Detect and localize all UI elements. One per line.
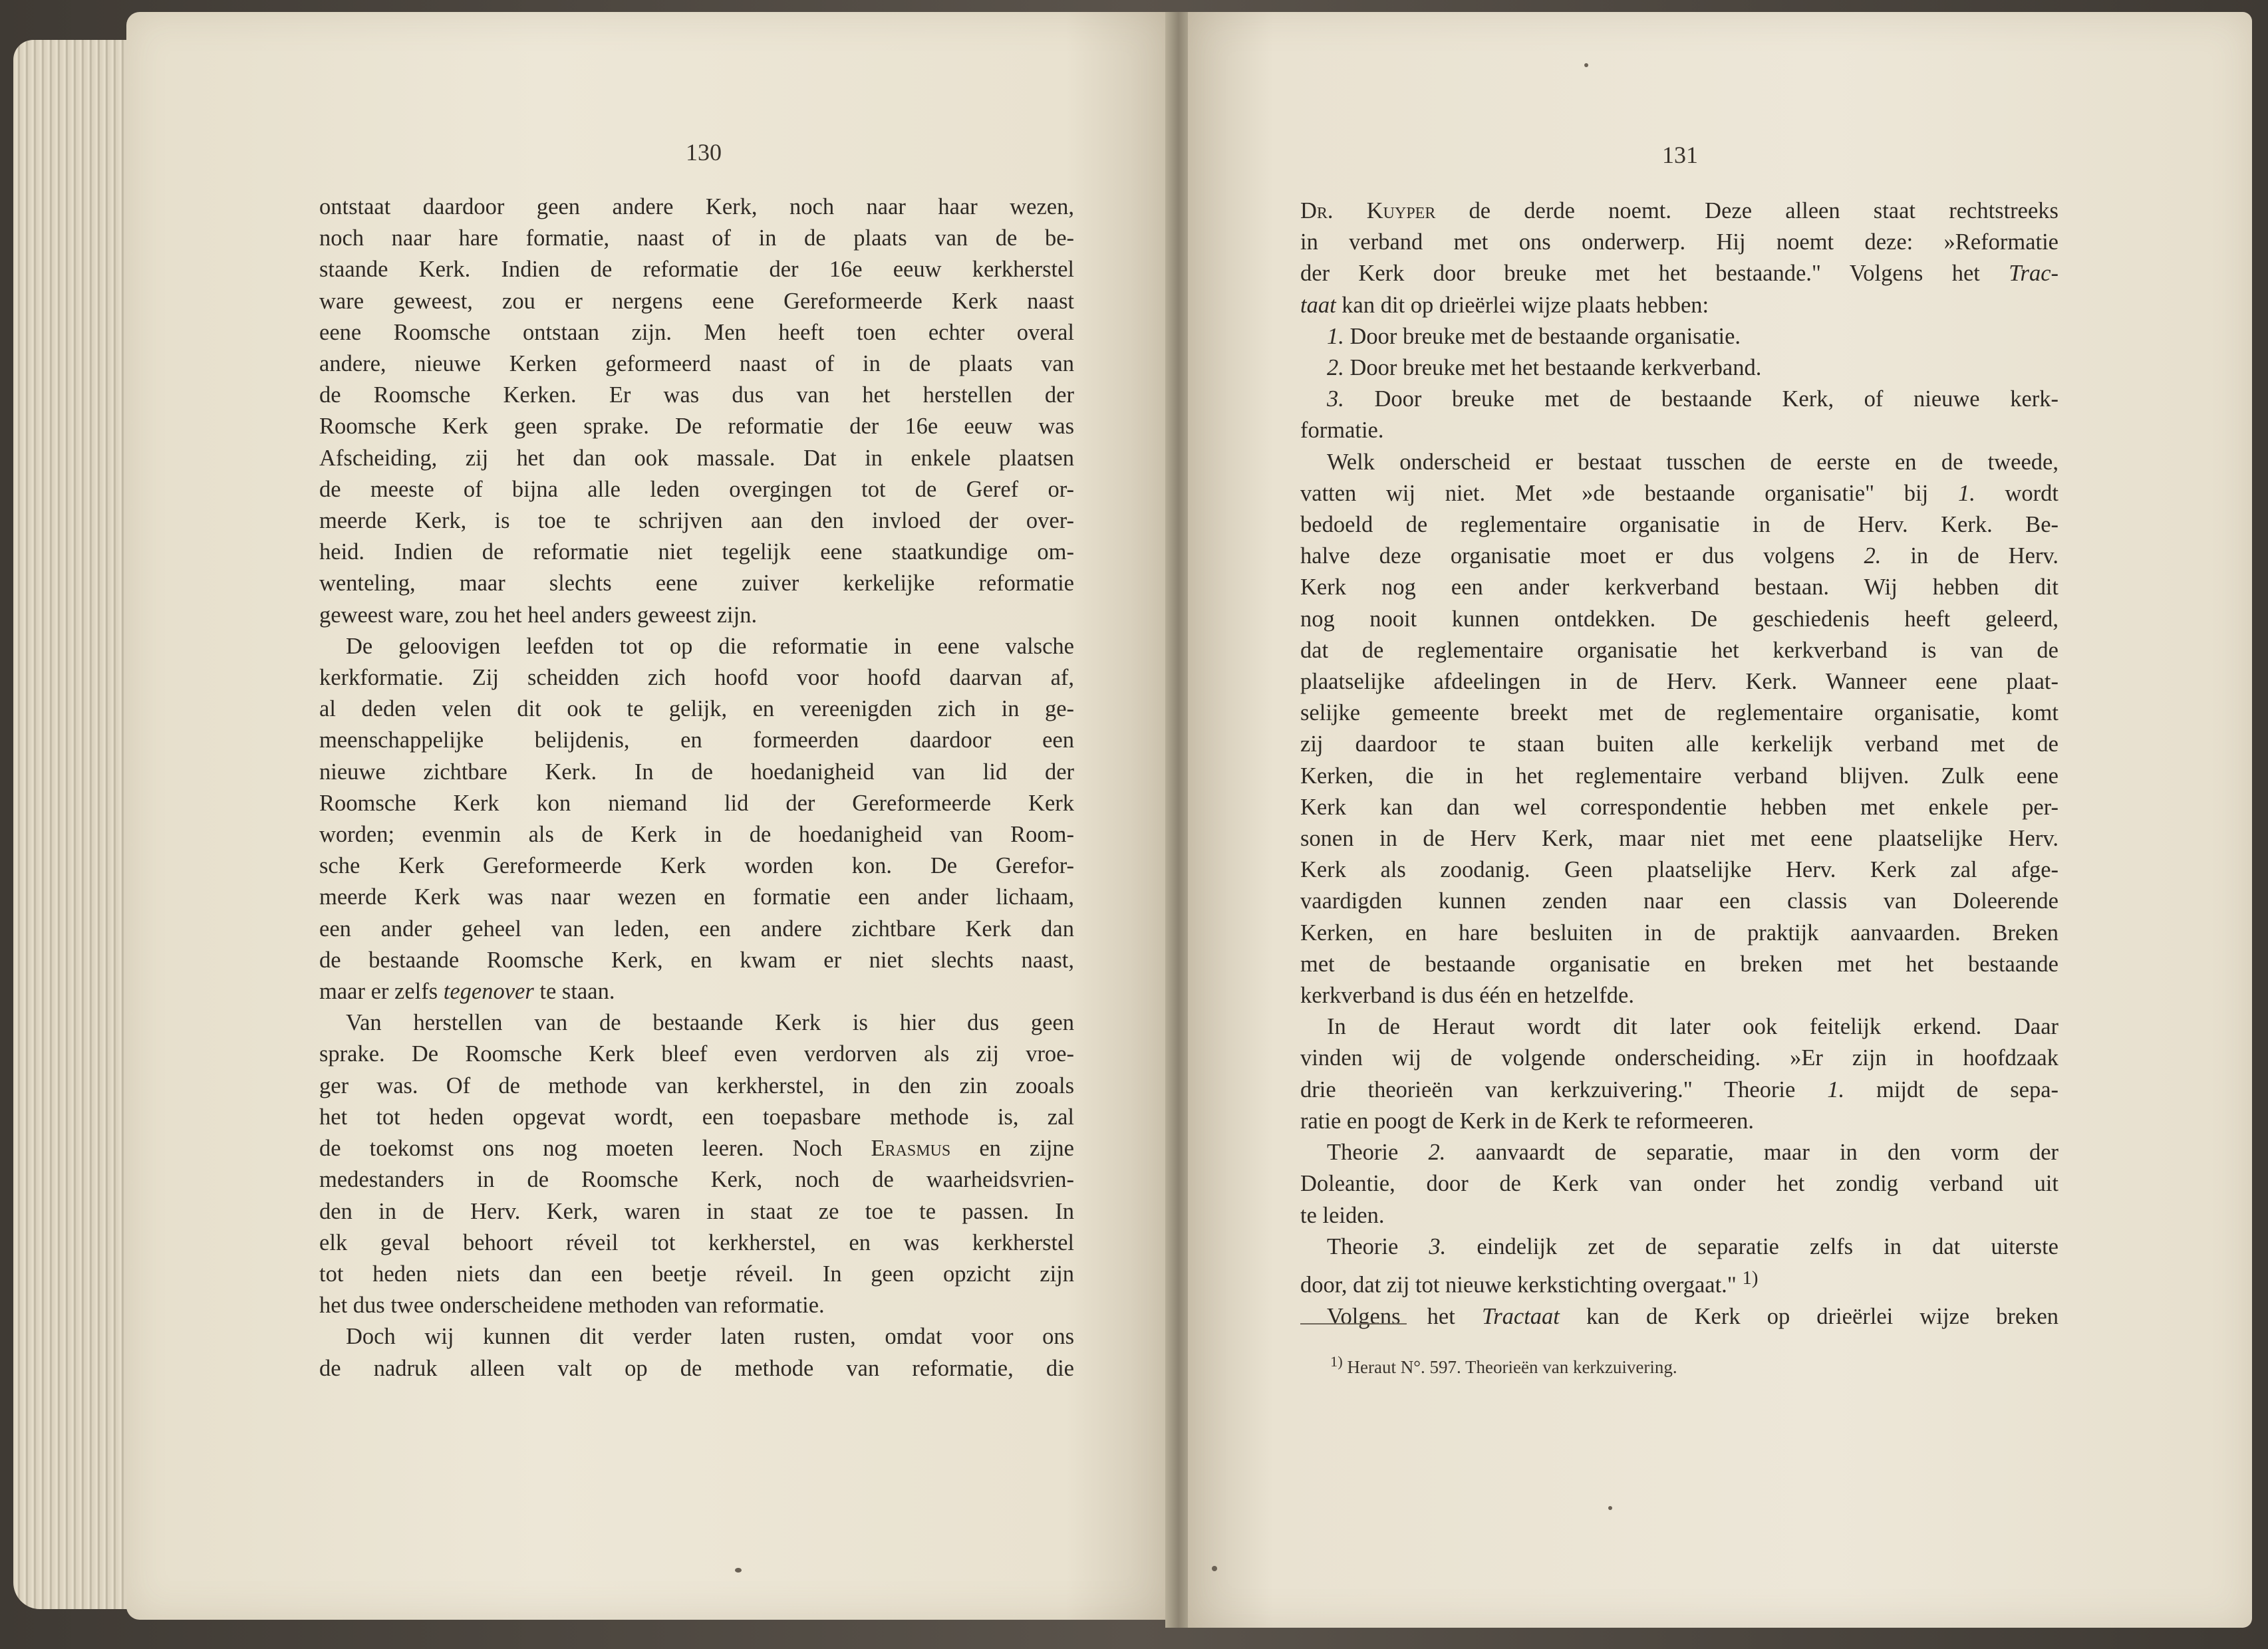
text-segment: wordt <box>2005 480 2058 506</box>
text-line <box>319 1133 1074 1164</box>
text-line: te leiden. <box>1300 1202 1385 1228</box>
text-segment: Theorie <box>1327 1233 1399 1259</box>
text-line <box>1300 1137 2058 1168</box>
text-segment: en zijne <box>979 1136 1074 1162</box>
text-segment: de toekomst ons nog moeten leeren. Noch <box>319 1136 843 1162</box>
text-line: ontstaat daardoor geen andere Kerk, noch naar haar wezen, <box>319 194 1074 219</box>
text-line: vaardigden kunnen zenden naar een classis van Doleerende <box>1300 888 2058 914</box>
text-line: sprake. De Roomsche Kerk bleef even verdorven als zij vroe- <box>319 1041 1074 1067</box>
text-segment: halve deze organisatie moet er dus volgens <box>1300 543 1835 569</box>
text-line: tot heden niets dan een beetje réveil. In geen opzicht zijn <box>319 1261 1074 1287</box>
text-line: Doch wij kunnen dit verder laten rusten, omdat voor ons <box>346 1324 1074 1350</box>
page-number-left: 130 <box>686 139 722 166</box>
text-line: In de Heraut wordt dit later ook feitelijk erkend. Daar <box>1327 1014 2058 1040</box>
text-line: meerde Kerk, is toe te schrijven aan den invloed der over- <box>319 508 1074 534</box>
text-line: plaatselijke afdeelingen in de Herv. Kerk. Wanneer eene plaat- <box>1300 669 2058 695</box>
text-line: Kerk kan dan wel correspondentie hebben met enkele per- <box>1300 794 2058 820</box>
text-line: meerde Kerk was naar wezen en formatie een ander lichaam, <box>319 884 1074 910</box>
footnote-text: Heraut N°. 597. Theorieën van kerkzuivering. <box>1347 1357 1677 1377</box>
text-segment: Door breuke met de bestaande Kerk, of nieuwe kerk- <box>1374 386 2058 412</box>
paper-speck <box>735 1568 742 1573</box>
footnote-reference: 1) <box>1742 1267 1759 1289</box>
text-line: den in de Herv. Kerk, waren in staat ze toe te passen. In <box>319 1198 1074 1224</box>
text-line: zij daardoor te staan buiten alle kerkelijk verband met de <box>1300 731 2058 757</box>
text-line <box>1300 384 2058 415</box>
text-line: sonen in de Herv Kerk, maar niet met eene plaatselijke Herv. <box>1300 826 2058 852</box>
text-segment: Theorie <box>1327 1140 1399 1166</box>
list-number: 1. <box>1827 1077 1845 1102</box>
right-page-text <box>1300 195 2058 1332</box>
text-segment: Door breuke met de bestaande organisatie. <box>1349 323 1741 349</box>
text-line: sche Kerk Gereformeerde Kerk worden kon. De Gerefor- <box>319 853 1074 879</box>
paper-speck <box>1608 1506 1612 1510</box>
text-line: Roomsche Kerk kon niemand lid der Gereformeerde Kerk <box>319 790 1074 816</box>
text-line: formatie. <box>1300 418 1384 444</box>
text-line: Doleantie, door de Kerk van onder het zondig verband uit <box>1300 1171 2058 1197</box>
text-line: Welk onderscheid er bestaat tusschen de eerste en de tweede, <box>1327 449 2058 475</box>
small-caps-name: Dr. Kuyper <box>1300 198 1436 223</box>
text-segment: aanvaardt de separatie, maar in den vorm der <box>1475 1140 2058 1166</box>
text-line: de bestaande Roomsche Kerk, en kwam er niet slechts naast, <box>319 947 1074 973</box>
text-line: nieuwe zichtbare Kerk. In de hoedanigheid van lid der <box>319 759 1074 785</box>
text-line: dat de reglementaire organisatie het kerkverband is van de <box>1300 637 2058 663</box>
text-line: meenschappelijke belijdenis, en formeerden daardoor een <box>319 727 1074 753</box>
text-line: de meeste of bijna alle leden overgingen tot de Geref or- <box>319 476 1074 502</box>
text-line: in verband met ons onderwerp. Hij noemt deze: »Reformatie <box>1300 229 2058 255</box>
text-line: heid. Indien de reformatie niet tegelijk eene staatkundige om- <box>319 539 1074 565</box>
text-line <box>1300 541 2058 572</box>
text-segment: in de Herv. <box>1910 543 2058 569</box>
text-line: ger was. Of de methode van kerkherstel, in den zin zooals <box>319 1073 1074 1098</box>
text-line: Kerken, en hare besluiten in de praktijk aanvaarden. Breken <box>1300 920 2058 946</box>
text-line: selijke gemeente breekt met de reglementaire organisatie, komt <box>1300 700 2058 726</box>
text-line: Kerk nog een ander kerkverband bestaan. Wij hebben dit <box>1300 574 2058 600</box>
text-line: wenteling, maar slechts eene zuiver kerkelijke reformatie <box>319 571 1074 596</box>
text-line: worden; evenmin als de Kerk in de hoedanigheid van Room- <box>319 822 1074 848</box>
text-line: de nadruk alleen valt op de methode van reformatie, die <box>319 1355 1074 1381</box>
italic-word: taat <box>1300 292 1336 318</box>
italic-word: Trac- <box>2009 261 2058 287</box>
text-segment: maar er zelfs <box>319 979 438 1005</box>
list-number: 3. <box>1429 1233 1447 1259</box>
footnote-marker: 1) <box>1330 1353 1343 1370</box>
text-line: eene Roomsche ontstaan zijn. Men heeft toen echter overal <box>319 319 1074 345</box>
text-line: Afscheiding, zij het dan ook massale. Dat in enkele plaatsen <box>319 445 1074 471</box>
text-line: een ander geheel van leden, een andere zichtbare Kerk dan <box>319 916 1074 942</box>
paper-speck <box>1584 63 1588 67</box>
text-line <box>319 976 1074 1007</box>
text-segment: door, dat zij tot nieuwe kerkstichting overgaat." <box>1300 1272 1737 1298</box>
text-line: Van herstellen van de bestaande Kerk is hier dus geen <box>346 1010 1074 1036</box>
text-line: nog nooit kunnen ontdekken. De geschiedenis heeft geleerd, <box>1300 606 2058 632</box>
paper-speck <box>1212 1566 1217 1571</box>
text-segment: kan dit op drieërlei wijze plaats hebben: <box>1342 292 1709 318</box>
list-number: 1. <box>1957 480 1975 506</box>
list-number: 2. <box>1864 543 1882 569</box>
page-number-right: 131 <box>1662 142 1698 168</box>
text-segment: Volgens het <box>1327 1303 1455 1329</box>
text-line <box>1300 1075 2058 1106</box>
text-line <box>1300 195 2058 227</box>
text-segment: drie theorieën van kerkzuivering." Theorie <box>1300 1077 1796 1102</box>
list-number: 1. <box>1327 323 1344 349</box>
text-line <box>1300 290 2058 321</box>
list-number: 2. <box>1327 355 1344 381</box>
text-line: het dus twee onderscheidene methoden van reformatie. <box>319 1293 825 1319</box>
list-number: 2. <box>1428 1140 1446 1166</box>
left-page-text <box>319 191 1074 1384</box>
text-line: ware geweest, zou er nergens eene Gereformeerde Kerk naast <box>319 288 1074 314</box>
text-line: Roomsche Kerk geen sprake. De reformatie der 16e eeuw was <box>319 414 1074 440</box>
text-segment: der Kerk door breuke met het bestaande." Volgens het <box>1300 261 1980 287</box>
text-segment: eindelijk zet de separatie zelfs in dat uiterste <box>1477 1233 2058 1259</box>
text-line: kerkformatie. Zij scheidden zich hoofd voor hoofd daarvan af, <box>319 665 1074 691</box>
text-line: ratie en poogt de Kerk in de Kerk te reformeeren. <box>1300 1108 1755 1134</box>
footnote-rule <box>1300 1323 1407 1325</box>
text-line: De geloovigen leefden tot op die reformatie in eene valsche <box>346 633 1074 659</box>
text-segment: kan de Kerk op drieërlei wijze breken <box>1586 1303 2058 1329</box>
small-caps-name: Erasmus <box>871 1136 951 1162</box>
text-line <box>1300 352 2058 384</box>
text-line <box>1300 1263 2058 1301</box>
text-line: staande Kerk. Indien de reformatie der 16e eeuw kerkherstel <box>319 257 1074 283</box>
text-line <box>1300 1301 2058 1332</box>
text-line <box>1300 321 2058 352</box>
footnote <box>1330 1353 1677 1378</box>
text-line <box>1300 1231 2058 1263</box>
text-line: bedoeld de reglementaire organisatie in de Herv. Kerk. Be- <box>1300 512 2058 538</box>
text-line: geweest ware, zou het heel anders geweest zijn. <box>319 602 758 628</box>
text-line: kerkverband is dus één en hetzelfde. <box>1300 983 1634 1009</box>
text-line: met de bestaande organisatie en breken met het bestaande <box>1300 951 2058 977</box>
text-line: medestanders in de Roomsche Kerk, noch de waarheidsvrien- <box>319 1167 1074 1193</box>
text-line: Kerken, die in het reglementaire verband blijven. Zulk eene <box>1300 763 2058 789</box>
text-line: Kerk als zoodanig. Geen plaatselijke Herv. Kerk zal afge- <box>1300 857 2058 883</box>
text-line: andere, nieuwe Kerken geformeerd naast of in de plaats van <box>319 351 1074 377</box>
text-line: elk geval behoort réveil tot kerkherstel, en was kerkherstel <box>319 1229 1074 1255</box>
text-line: vinden wij de volgende onderscheiding. »Er zijn in hoofdzaak <box>1300 1045 2058 1071</box>
text-segment: te staan. <box>539 979 615 1005</box>
text-segment: vatten wij niet. Met »de bestaande organisatie" bij <box>1300 480 1929 506</box>
text-segment: Door breuke met het bestaande kerkverband. <box>1349 355 1762 381</box>
text-line: de Roomsche Kerken. Er was dus van het herstellen der <box>319 382 1074 408</box>
text-segment: de derde noemt. Deze alleen staat rechtstreeks <box>1469 198 2058 223</box>
text-line: noch naar hare formatie, naast of in de plaats van de be- <box>319 225 1074 251</box>
text-segment: mijdt de sepa- <box>1876 1077 2058 1102</box>
text-line <box>1300 478 2058 509</box>
list-number: 3. <box>1327 386 1344 412</box>
text-line: het tot heden opgevat wordt, een toepasbare methode is, zal <box>319 1104 1074 1130</box>
text-line: al deden velen dit ook te gelijk, en vereenigden zich in ge- <box>319 696 1074 722</box>
italic-word: Tractaat <box>1481 1303 1560 1329</box>
text-line <box>1300 258 2058 289</box>
italic-word: tegenover <box>443 979 534 1005</box>
